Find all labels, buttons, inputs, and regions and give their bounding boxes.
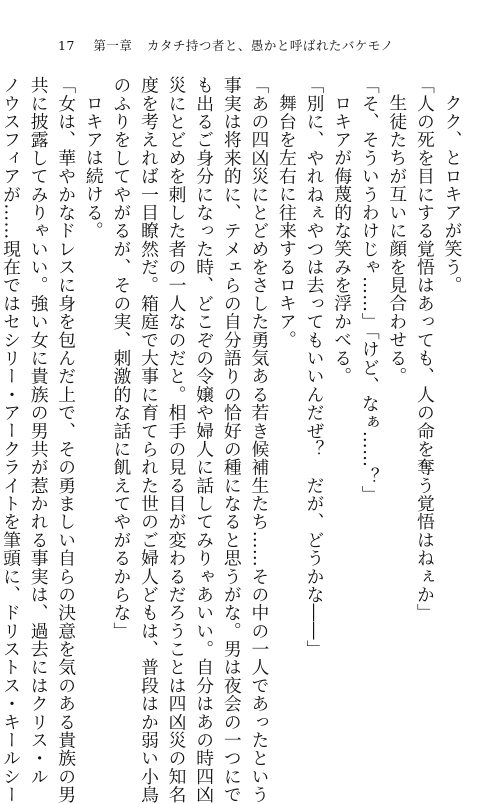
body-text — [0, 76, 466, 804]
chapter-title: カタチ持つ者と、愚かと呼ばれたバケモノ — [146, 38, 394, 53]
text-line: 共に披露してみりゃいい。強い女に貴族の男共が惹かれる事実は、過去にはクリス・ル — [28, 76, 50, 786]
chapter-label: 第一章 — [93, 38, 133, 53]
text-line: 「女は、華やかなドレスに身を包んだ上で、その勇ましい自らの決意を気のある貴族の男 — [55, 76, 77, 804]
text-line: 事実は将来的に、テメェらの自分語りの恰好の種になると思うがな。男は夜会の一つにで — [221, 76, 243, 804]
text-line: 災にとどめを刺した者の一人なのだと。相手の見る目が変わるだろうことは四凶災の知名 — [166, 76, 188, 804]
text-line: ロキアは続ける。 — [83, 93, 105, 240]
text-line: のふりをしてやがるが、その実、刺激的な話に飢えてやがるからな」 — [110, 76, 132, 640]
text-line: 舞台を左右に往来するロキア。 — [276, 93, 298, 349]
text-line: 「人の死を目にする覚悟はあっても、人の命を奪う覚悟はねぇか」 — [414, 76, 436, 622]
text-line: ノウスフィアが……現在ではセシリー・アークライトを筆頭に、ドリストス・キールシー — [0, 76, 22, 804]
running-header — [58, 36, 480, 54]
text-line: クク、とロキアが笑う。 — [442, 93, 463, 294]
text-line: 「別に、やれねぇやつは去ってもいいんだぜ？ だが、どうかな――」 — [304, 76, 326, 659]
page-number: 17 — [58, 38, 75, 53]
text-line: ロキアが侮蔑的な笑みを浮かべる。 — [331, 93, 353, 385]
text-line: 「あの四凶災にとどめをさした勇気ある若き候補生たち……その中の一人であったという — [248, 76, 270, 804]
text-line: 「そ、そういうわけじゃ……」「けど、なぁ……？」 — [359, 76, 381, 504]
text-line: 生徒たちが互いに顔を見合わせる。 — [386, 93, 408, 385]
text-line: 度を考えれば一目瞭然だ。箱庭で大事に育てられた世のご婦人どもは、普段はか弱い小鳥 — [138, 76, 160, 804]
text-line: も出るご身分になった時、どこぞの令嬢や婦人に話してみりゃあいい。自分はあの時四凶 — [193, 76, 215, 804]
